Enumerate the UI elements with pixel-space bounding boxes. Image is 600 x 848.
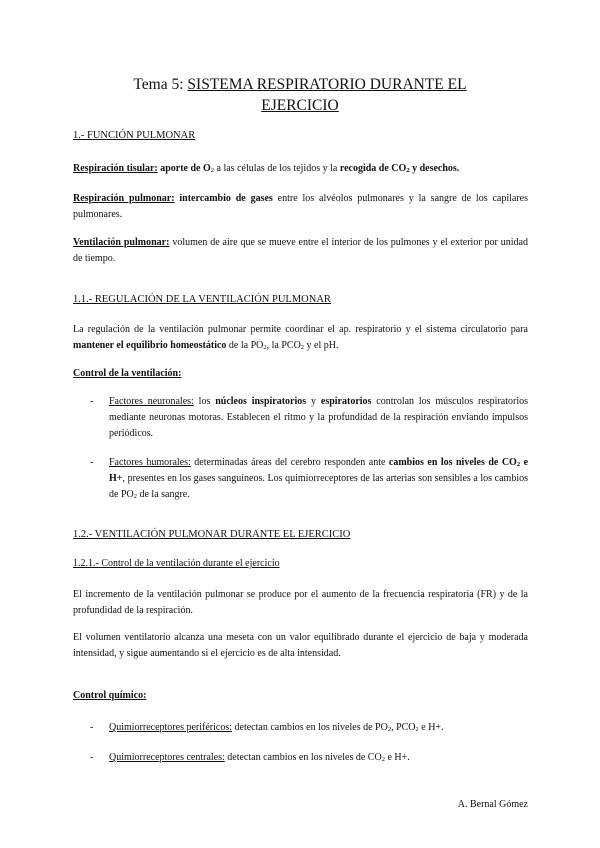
title-line-2: EJERCICIO — [261, 97, 339, 114]
bullet-dash: - — [90, 457, 94, 468]
quimio-centrales-label: Quimiorreceptores centrales: — [109, 752, 225, 763]
section-1-1-heading: 1.1.- REGULACIÓN DE LA VENTILACIÓN PULMONAR — [73, 294, 331, 305]
control-ventilacion-heading: Control de la ventilación: — [73, 368, 182, 379]
bullet-dash: - — [90, 396, 94, 407]
regulation-intro-paragraph: La regulación de la ventilación pulmonar permite coordinar el ap. respiratorio y el sistema circulatorio para mantener el equilibrio homeostático de la $PO_2$, la $PCO_2$ y el pH. — [73, 324, 528, 351]
resp-pulmonar-label: Respiración pulmonar: — [73, 193, 175, 204]
section-1-2-heading: 1.2.- VENTILACIÓN PULMONAR DURANTE EL EJERCICIO — [73, 529, 351, 540]
control-quimico-heading: Control químico: — [73, 690, 147, 701]
exercise-paragraph-2: El volumen ventilatorio alcanza una meseta con un valor equilibrado durante el ejercicio de baja y moderada intensidad, y sigue aumentando si el ejercicio es de alta intensidad. — [73, 632, 528, 659]
exercise-paragraph-1: El incremento de la ventilación pulmonar se produce por el aumento de la frecuencia respiratoria (FR) y de la profundidad de la respiración. — [73, 589, 528, 616]
bullet-dash: - — [90, 752, 94, 763]
factores-humorales-label: Factores humorales: — [109, 457, 191, 468]
bullet-dash: - — [90, 722, 94, 733]
title-prefix: Tema 5: — [133, 76, 188, 93]
title-main-1: SISTEMA RESPIRATORIO DURANTE EL — [187, 76, 467, 93]
document-title — [60, 74, 540, 116]
resp-pulmonar-paragraph: Respiración pulmonar: intercambio de gases entre los alvéolos pulmonares y la sangre de los capilares pulmonares. — [73, 193, 528, 220]
vent-pulmonar-paragraph: Ventilación pulmonar: volumen de aire que se mueve entre el interior de los pulmones y el exterior por unidad de tiempo. — [73, 237, 528, 264]
factores-humorales-item: Factores humorales: determinadas áreas del cerebro responden ante cambios en los niveles de $CO_2$ e H+, presentes en los gases sanguíneos. Los quimiorreceptores de las arterias son sensibles a los cambios de $PO_2$ de la sangre. — [109, 457, 529, 500]
factores-neuronales-item: Factores neuronales: los núcleos inspiratorios y espiratorios controlan los músculos respiratorios mediante neuronas motoras. Establecen el ritmo y la profundidad de la respiración enviando impulsos periódicos. — [109, 396, 529, 439]
quimio-perifericos-label: Quimiorreceptores periféricos: — [109, 722, 233, 733]
quimiorreceptores-perifericos-item: Quimiorreceptores periféricos: detectan cambios en los niveles de $PO_2$, $PCO_2$ e H+. — [109, 722, 444, 733]
title-line-1 — [60, 74, 540, 95]
resp-tisular-label: Respiración tisular: — [73, 163, 158, 174]
quimiorreceptores-centrales-item: Quimiorreceptores centrales: detectan cambios en los niveles de $CO_2$ e H+. — [109, 752, 410, 763]
factores-neuronales-label: Factores neuronales: — [109, 396, 194, 407]
vent-pulmonar-label: Ventilación pulmonar: — [73, 237, 170, 248]
resp-tisular-paragraph: Respiración tisular: aporte de $O_2$ a las células de los tejidos y la recogida de $CO_2$ y desechos. — [73, 163, 460, 174]
section-1-heading: 1.- FUNCIÓN PULMONAR — [73, 130, 196, 141]
footer-author: A. Bernal Gómez — [457, 799, 528, 810]
section-1-2-1-heading: 1.2.1.- Control de la ventilación durante el ejercicio — [73, 558, 280, 569]
